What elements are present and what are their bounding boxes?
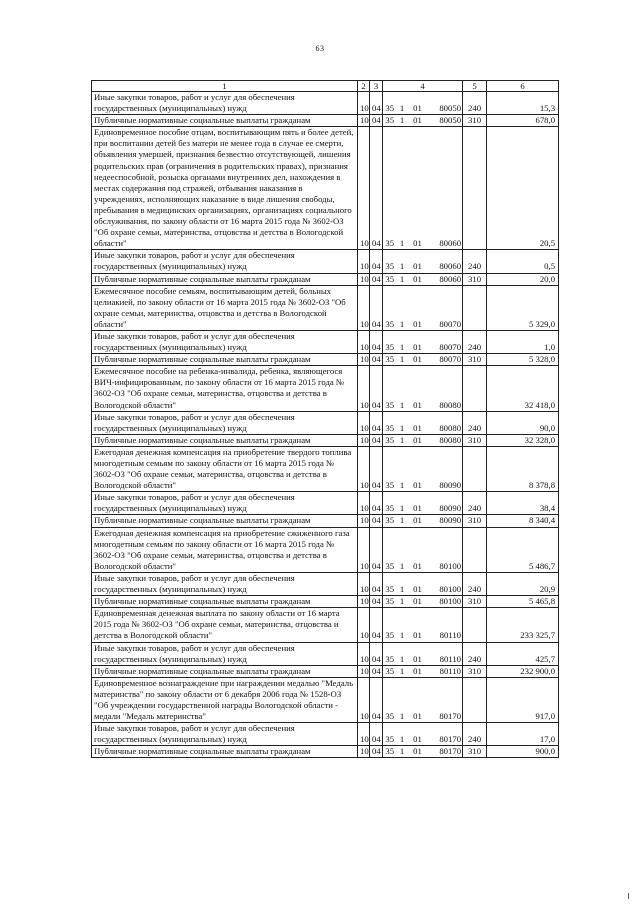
amount: 5 486,7 (487, 527, 559, 572)
subprogram-code: 1 (397, 285, 408, 330)
subprogram-code: 1 (397, 677, 408, 722)
subsection-code: 04 (370, 285, 383, 330)
row-description: Публичные нормативные социальные выплаты гражданам (92, 354, 358, 366)
amount: 233 325,7 (487, 608, 559, 642)
section-code: 10 (358, 608, 370, 642)
section-code: 10 (358, 273, 370, 285)
subprogram-code: 1 (397, 446, 408, 491)
row-description: Публичные нормативные социальные выплаты гражданам (92, 115, 358, 127)
table-row (92, 434, 559, 446)
direction-code: 80110 (428, 642, 463, 665)
expense-type-code (463, 285, 487, 330)
activity-code: 01 (408, 677, 428, 722)
section-code: 10 (358, 92, 370, 115)
direction-code: 80050 (428, 115, 463, 127)
table-row (92, 366, 559, 411)
table-row (92, 642, 559, 665)
table-row (92, 608, 559, 642)
row-description: Единовременная денежная выплата по закону области от 16 марта 2015 года № 3602-ОЗ "Об охране семьи, материнства, отцовства и детства в Вологодской области" (92, 608, 358, 642)
activity-code: 01 (408, 115, 428, 127)
table-row (92, 746, 559, 758)
section-code: 10 (358, 366, 370, 411)
expense-type-code: 240 (463, 572, 487, 595)
header-col-5: 5 (463, 81, 487, 92)
table-row (92, 515, 559, 527)
program-code: 35 (383, 330, 397, 353)
subprogram-code: 1 (397, 127, 408, 250)
section-code: 10 (358, 596, 370, 608)
section-code: 10 (358, 572, 370, 595)
activity-code: 01 (408, 330, 428, 353)
activity-code: 01 (408, 92, 428, 115)
expense-type-code: 240 (463, 723, 487, 746)
row-description: Иные закупки товаров, работ и услуг для обеспечения государственных (муниципальных) нужд (92, 723, 358, 746)
section-code: 10 (358, 434, 370, 446)
activity-code: 01 (408, 273, 428, 285)
amount: 17,0 (487, 723, 559, 746)
expense-type-code: 240 (463, 411, 487, 434)
subprogram-code: 1 (397, 115, 408, 127)
subprogram-code: 1 (397, 515, 408, 527)
program-code: 35 (383, 92, 397, 115)
amount: 8 340,4 (487, 515, 559, 527)
expense-type-code: 240 (463, 92, 487, 115)
row-description: Иные закупки товаров, работ и услуг для обеспечения государственных (муниципальных) нужд (92, 250, 358, 273)
subsection-code: 04 (370, 366, 383, 411)
direction-code: 80050 (428, 92, 463, 115)
program-code: 35 (383, 366, 397, 411)
margin-mark (628, 893, 629, 899)
amount: 8 378,8 (487, 446, 559, 491)
amount: 1,0 (487, 330, 559, 353)
activity-code: 01 (408, 515, 428, 527)
activity-code: 01 (408, 354, 428, 366)
table-row (92, 115, 559, 127)
row-description: Публичные нормативные социальные выплаты гражданам (92, 665, 358, 677)
direction-code: 80090 (428, 492, 463, 515)
program-code: 35 (383, 434, 397, 446)
subsection-code: 04 (370, 127, 383, 250)
program-code: 35 (383, 746, 397, 758)
direction-code: 80110 (428, 608, 463, 642)
header-col-2: 2 (358, 81, 370, 92)
subsection-code: 04 (370, 330, 383, 353)
direction-code: 80100 (428, 572, 463, 595)
direction-code: 80170 (428, 677, 463, 722)
expense-type-code (463, 608, 487, 642)
activity-code: 01 (408, 434, 428, 446)
table-row (92, 596, 559, 608)
section-code: 10 (358, 515, 370, 527)
program-code: 35 (383, 665, 397, 677)
row-description: Публичные нормативные социальные выплаты гражданам (92, 515, 358, 527)
direction-code: 80060 (428, 127, 463, 250)
table-row (92, 665, 559, 677)
table-row (92, 92, 559, 115)
expense-type-code (463, 127, 487, 250)
table-row (92, 411, 559, 434)
amount: 900,0 (487, 746, 559, 758)
row-description: Единовременное вознаграждение при награждении медалью "Медаль материнства" по закону области от 6 декабря 2006 года № 1528-ОЗ "Об учреждении государственной награды Вологодской области - медали "Медаль материнства" (92, 677, 358, 722)
section-code: 10 (358, 665, 370, 677)
expense-type-code (463, 446, 487, 491)
activity-code: 01 (408, 723, 428, 746)
section-code: 10 (358, 250, 370, 273)
table-body (92, 81, 559, 758)
direction-code: 80070 (428, 354, 463, 366)
amount: 32 328,0 (487, 434, 559, 446)
row-description: Публичные нормативные социальные выплаты гражданам (92, 434, 358, 446)
table-row (92, 127, 559, 250)
subprogram-code: 1 (397, 366, 408, 411)
subprogram-code: 1 (397, 572, 408, 595)
amount: 5 465,8 (487, 596, 559, 608)
subprogram-code: 1 (397, 250, 408, 273)
expense-type-code: 240 (463, 330, 487, 353)
amount: 20,0 (487, 273, 559, 285)
header-col-1: 1 (92, 81, 358, 92)
row-description: Иные закупки товаров, работ и услуг для обеспечения государственных (муниципальных) нужд (92, 92, 358, 115)
activity-code: 01 (408, 446, 428, 491)
program-code: 35 (383, 273, 397, 285)
subprogram-code: 1 (397, 608, 408, 642)
direction-code: 80060 (428, 250, 463, 273)
amount: 20,5 (487, 127, 559, 250)
row-description: Публичные нормативные социальные выплаты гражданам (92, 596, 358, 608)
subsection-code: 04 (370, 642, 383, 665)
subsection-code: 04 (370, 527, 383, 572)
direction-code: 80080 (428, 366, 463, 411)
amount: 678,0 (487, 115, 559, 127)
table-row (92, 527, 559, 572)
subsection-code: 04 (370, 608, 383, 642)
program-code: 35 (383, 677, 397, 722)
row-description: Иные закупки товаров, работ и услуг для обеспечения государственных (муниципальных) нужд (92, 572, 358, 595)
program-code: 35 (383, 515, 397, 527)
direction-code: 80110 (428, 665, 463, 677)
activity-code: 01 (408, 366, 428, 411)
subsection-code: 04 (370, 492, 383, 515)
expense-type-code: 310 (463, 115, 487, 127)
amount: 90,0 (487, 411, 559, 434)
program-code: 35 (383, 723, 397, 746)
program-code: 35 (383, 285, 397, 330)
subprogram-code: 1 (397, 527, 408, 572)
table-row (92, 677, 559, 722)
direction-code: 80100 (428, 596, 463, 608)
subsection-code: 04 (370, 115, 383, 127)
section-code: 10 (358, 746, 370, 758)
row-description: Публичные нормативные социальные выплаты гражданам (92, 746, 358, 758)
program-code: 35 (383, 446, 397, 491)
subprogram-code: 1 (397, 746, 408, 758)
subsection-code: 04 (370, 723, 383, 746)
section-code: 10 (358, 115, 370, 127)
budget-table (91, 80, 559, 758)
table-row (92, 273, 559, 285)
direction-code: 80170 (428, 746, 463, 758)
expense-type-code (463, 527, 487, 572)
section-code: 10 (358, 677, 370, 722)
row-description: Иные закупки товаров, работ и услуг для обеспечения государственных (муниципальных) нужд (92, 642, 358, 665)
activity-code: 01 (408, 642, 428, 665)
activity-code: 01 (408, 285, 428, 330)
amount: 38,4 (487, 492, 559, 515)
section-code: 10 (358, 642, 370, 665)
page-number: 63 (315, 44, 325, 53)
table-row (92, 572, 559, 595)
subsection-code: 04 (370, 665, 383, 677)
table-header-row (92, 81, 559, 92)
table-row (92, 285, 559, 330)
expense-type-code (463, 366, 487, 411)
section-code: 10 (358, 127, 370, 250)
expense-type-code: 240 (463, 250, 487, 273)
expense-type-code (463, 677, 487, 722)
direction-code: 80080 (428, 434, 463, 446)
subsection-code: 04 (370, 746, 383, 758)
expense-type-code: 310 (463, 434, 487, 446)
table-row (92, 354, 559, 366)
section-code: 10 (358, 285, 370, 330)
expense-type-code: 310 (463, 354, 487, 366)
program-code: 35 (383, 115, 397, 127)
subprogram-code: 1 (397, 596, 408, 608)
program-code: 35 (383, 642, 397, 665)
row-description: Ежемесячное пособие на ребенка-инвалида, ребенка, являющегося ВИЧ-инфицированным, по закону области от 16 марта 2015 года № 3602-ОЗ "Об охране семьи, материнства, отцовства и детства в Вологодской области" (92, 366, 358, 411)
subsection-code: 04 (370, 250, 383, 273)
expense-type-code: 240 (463, 642, 487, 665)
subsection-code: 04 (370, 572, 383, 595)
expense-type-code: 310 (463, 596, 487, 608)
row-description: Ежегодная денежная компенсация на приобретение сжиженного газа многодетным семьям по закону области от 16 марта 2015 года № 3602-ОЗ "Об охране семьи, материнства, отцовства и детства в Вологодской области" (92, 527, 358, 572)
subsection-code: 04 (370, 92, 383, 115)
subprogram-code: 1 (397, 492, 408, 515)
subprogram-code: 1 (397, 354, 408, 366)
subsection-code: 04 (370, 434, 383, 446)
expense-type-code: 310 (463, 665, 487, 677)
subsection-code: 04 (370, 515, 383, 527)
amount: 5 329,0 (487, 285, 559, 330)
subsection-code: 04 (370, 354, 383, 366)
direction-code: 80060 (428, 273, 463, 285)
row-description: Иные закупки товаров, работ и услуг для обеспечения государственных (муниципальных) нужд (92, 330, 358, 353)
subprogram-code: 1 (397, 411, 408, 434)
subsection-code: 04 (370, 446, 383, 491)
activity-code: 01 (408, 596, 428, 608)
subprogram-code: 1 (397, 434, 408, 446)
subprogram-code: 1 (397, 642, 408, 665)
expense-type-code: 240 (463, 492, 487, 515)
activity-code: 01 (408, 572, 428, 595)
subprogram-code: 1 (397, 723, 408, 746)
subsection-code: 04 (370, 677, 383, 722)
activity-code: 01 (408, 250, 428, 273)
direction-code: 80080 (428, 411, 463, 434)
row-description: Единовременное пособие отцам, воспитывающим пять и более детей, при воспитании детей без матери не менее года в случае ее смерти, объявления умершей, признания безвестно отсутствующей, лишения родительских прав (ограничения в родительских правах), признания недееспособной, розыска органами внутренних дел, нахождения в местах содержания под стражей, отбывания наказания в учреждениях, исполняющих наказание в виде лишения свободы, пребывания в медицинских организациях, организациях социального обслуживания, по закону области от 16 марта 2015 года № 3602-ОЗ "Об охране семьи, материнства, отцовства и детства в Вологодской области" (92, 127, 358, 250)
activity-code: 01 (408, 608, 428, 642)
expense-type-code: 310 (463, 515, 487, 527)
table-row (92, 330, 559, 353)
row-description: Иные закупки товаров, работ и услуг для обеспечения государственных (муниципальных) нужд (92, 492, 358, 515)
subprogram-code: 1 (397, 330, 408, 353)
amount: 32 418,0 (487, 366, 559, 411)
activity-code: 01 (408, 665, 428, 677)
activity-code: 01 (408, 746, 428, 758)
program-code: 35 (383, 596, 397, 608)
amount: 425,7 (487, 642, 559, 665)
section-code: 10 (358, 330, 370, 353)
program-code: 35 (383, 127, 397, 250)
header-col-4: 4 (383, 81, 463, 92)
subsection-code: 04 (370, 596, 383, 608)
subsection-code: 04 (370, 411, 383, 434)
program-code: 35 (383, 411, 397, 434)
amount: 20,9 (487, 572, 559, 595)
section-code: 10 (358, 723, 370, 746)
section-code: 10 (358, 492, 370, 515)
table-row (92, 446, 559, 491)
program-code: 35 (383, 492, 397, 515)
expense-type-code: 310 (463, 273, 487, 285)
row-description: Публичные нормативные социальные выплаты гражданам (92, 273, 358, 285)
program-code: 35 (383, 608, 397, 642)
table-row (92, 723, 559, 746)
amount: 15,3 (487, 92, 559, 115)
activity-code: 01 (408, 411, 428, 434)
activity-code: 01 (408, 127, 428, 250)
header-col-6: 6 (487, 81, 559, 92)
section-code: 10 (358, 446, 370, 491)
direction-code: 80090 (428, 446, 463, 491)
section-code: 10 (358, 354, 370, 366)
amount: 232 900,0 (487, 665, 559, 677)
direction-code: 80070 (428, 285, 463, 330)
table-row (92, 492, 559, 515)
amount: 0,5 (487, 250, 559, 273)
direction-code: 80100 (428, 527, 463, 572)
table-row (92, 250, 559, 273)
subsection-code: 04 (370, 273, 383, 285)
direction-code: 80070 (428, 330, 463, 353)
header-col-3: 3 (370, 81, 383, 92)
section-code: 10 (358, 411, 370, 434)
amount: 917,0 (487, 677, 559, 722)
row-description: Иные закупки товаров, работ и услуг для обеспечения государственных (муниципальных) нужд (92, 411, 358, 434)
subprogram-code: 1 (397, 273, 408, 285)
direction-code: 80170 (428, 723, 463, 746)
direction-code: 80090 (428, 515, 463, 527)
expense-type-code: 310 (463, 746, 487, 758)
activity-code: 01 (408, 527, 428, 572)
section-code: 10 (358, 527, 370, 572)
program-code: 35 (383, 354, 397, 366)
program-code: 35 (383, 250, 397, 273)
activity-code: 01 (408, 492, 428, 515)
program-code: 35 (383, 527, 397, 572)
amount: 5 328,0 (487, 354, 559, 366)
subprogram-code: 1 (397, 92, 408, 115)
subprogram-code: 1 (397, 665, 408, 677)
row-description: Ежемесячное пособие семьям, воспитывающим детей, больных целиакией, по закону области от 16 марта 2015 года № 3602-ОЗ "Об охране семьи, материнства, отцовства и детства в Вологодской области" (92, 285, 358, 330)
row-description: Ежегодная денежная компенсация на приобретение твердого топлива многодетным семьям по закону области от 16 марта 2015 года № 3602-ОЗ "Об охране семьи, материнства, отцовства и детства в Вологодской области" (92, 446, 358, 491)
program-code: 35 (383, 572, 397, 595)
